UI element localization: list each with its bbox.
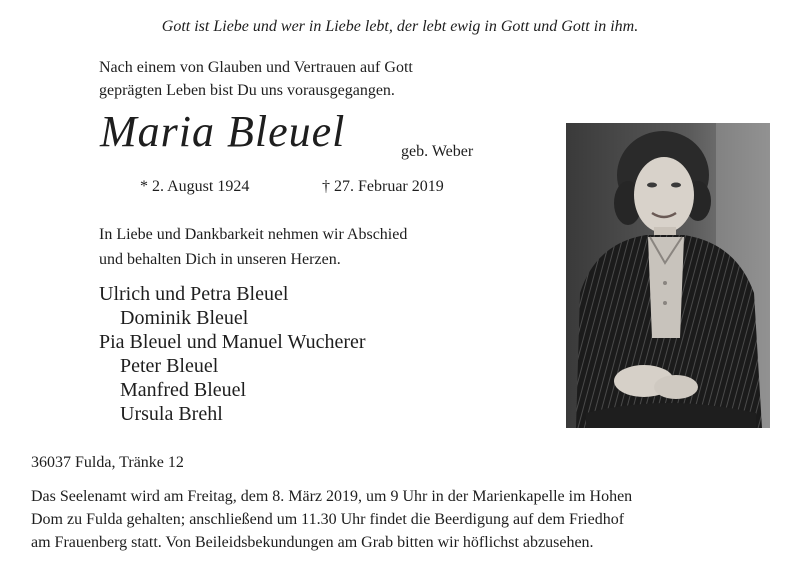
- portrait-photo-icon: [566, 123, 770, 428]
- bible-quote: Gott ist Liebe und wer in Liebe lebt, der lebt ewig in Gott und Gott in ihm.: [161, 18, 639, 35]
- intro-text: [99, 56, 413, 102]
- farewell-text: [99, 222, 407, 272]
- service-notice: [31, 485, 768, 554]
- death-date: † 27. Februar 2019: [322, 178, 444, 195]
- farewell-line: In Liebe und Dankbarkeit nehmen wir Abschied: [99, 226, 408, 243]
- notice-line: am Frauenberg statt. Von Beileidsbekundungen am Grab bitten wir höflichst abzusehen.: [31, 534, 594, 551]
- portrait-photo: [566, 123, 770, 428]
- mourner-name: Ursula Brehl: [120, 403, 223, 425]
- birth-date: * 2. August 1924: [140, 178, 250, 195]
- intro-line: geprägten Leben bist Du uns vorausgegangen.: [99, 82, 395, 99]
- notice-line: Dom zu Fulda gehalten; anschließend um 11.30 Uhr findet die Beerdigung auf dem Friedhof: [31, 511, 625, 528]
- maiden-name: geb. Weber: [401, 143, 474, 160]
- mourner-name: Dominik Bleuel: [120, 307, 249, 329]
- mourner-name: Pia Bleuel und Manuel Wucherer: [99, 331, 366, 353]
- mourner-name: Ulrich und Petra Bleuel: [99, 283, 289, 305]
- mourner-name: Peter Bleuel: [120, 355, 219, 377]
- deceased-name: Maria Bleuel: [100, 107, 346, 156]
- mourners-list: [99, 282, 366, 426]
- intro-line: Nach einem von Glauben und Vertrauen auf Gott: [99, 59, 413, 76]
- farewell-line: und behalten Dich in unseren Herzen.: [99, 251, 341, 268]
- mourner-name: Manfred Bleuel: [120, 379, 247, 401]
- address: 36037 Fulda, Tränke 12: [31, 454, 184, 471]
- notice-line: Das Seelenamt wird am Freitag, dem 8. März 2019, um 9 Uhr in der Marienkapelle im Hohen: [31, 488, 633, 505]
